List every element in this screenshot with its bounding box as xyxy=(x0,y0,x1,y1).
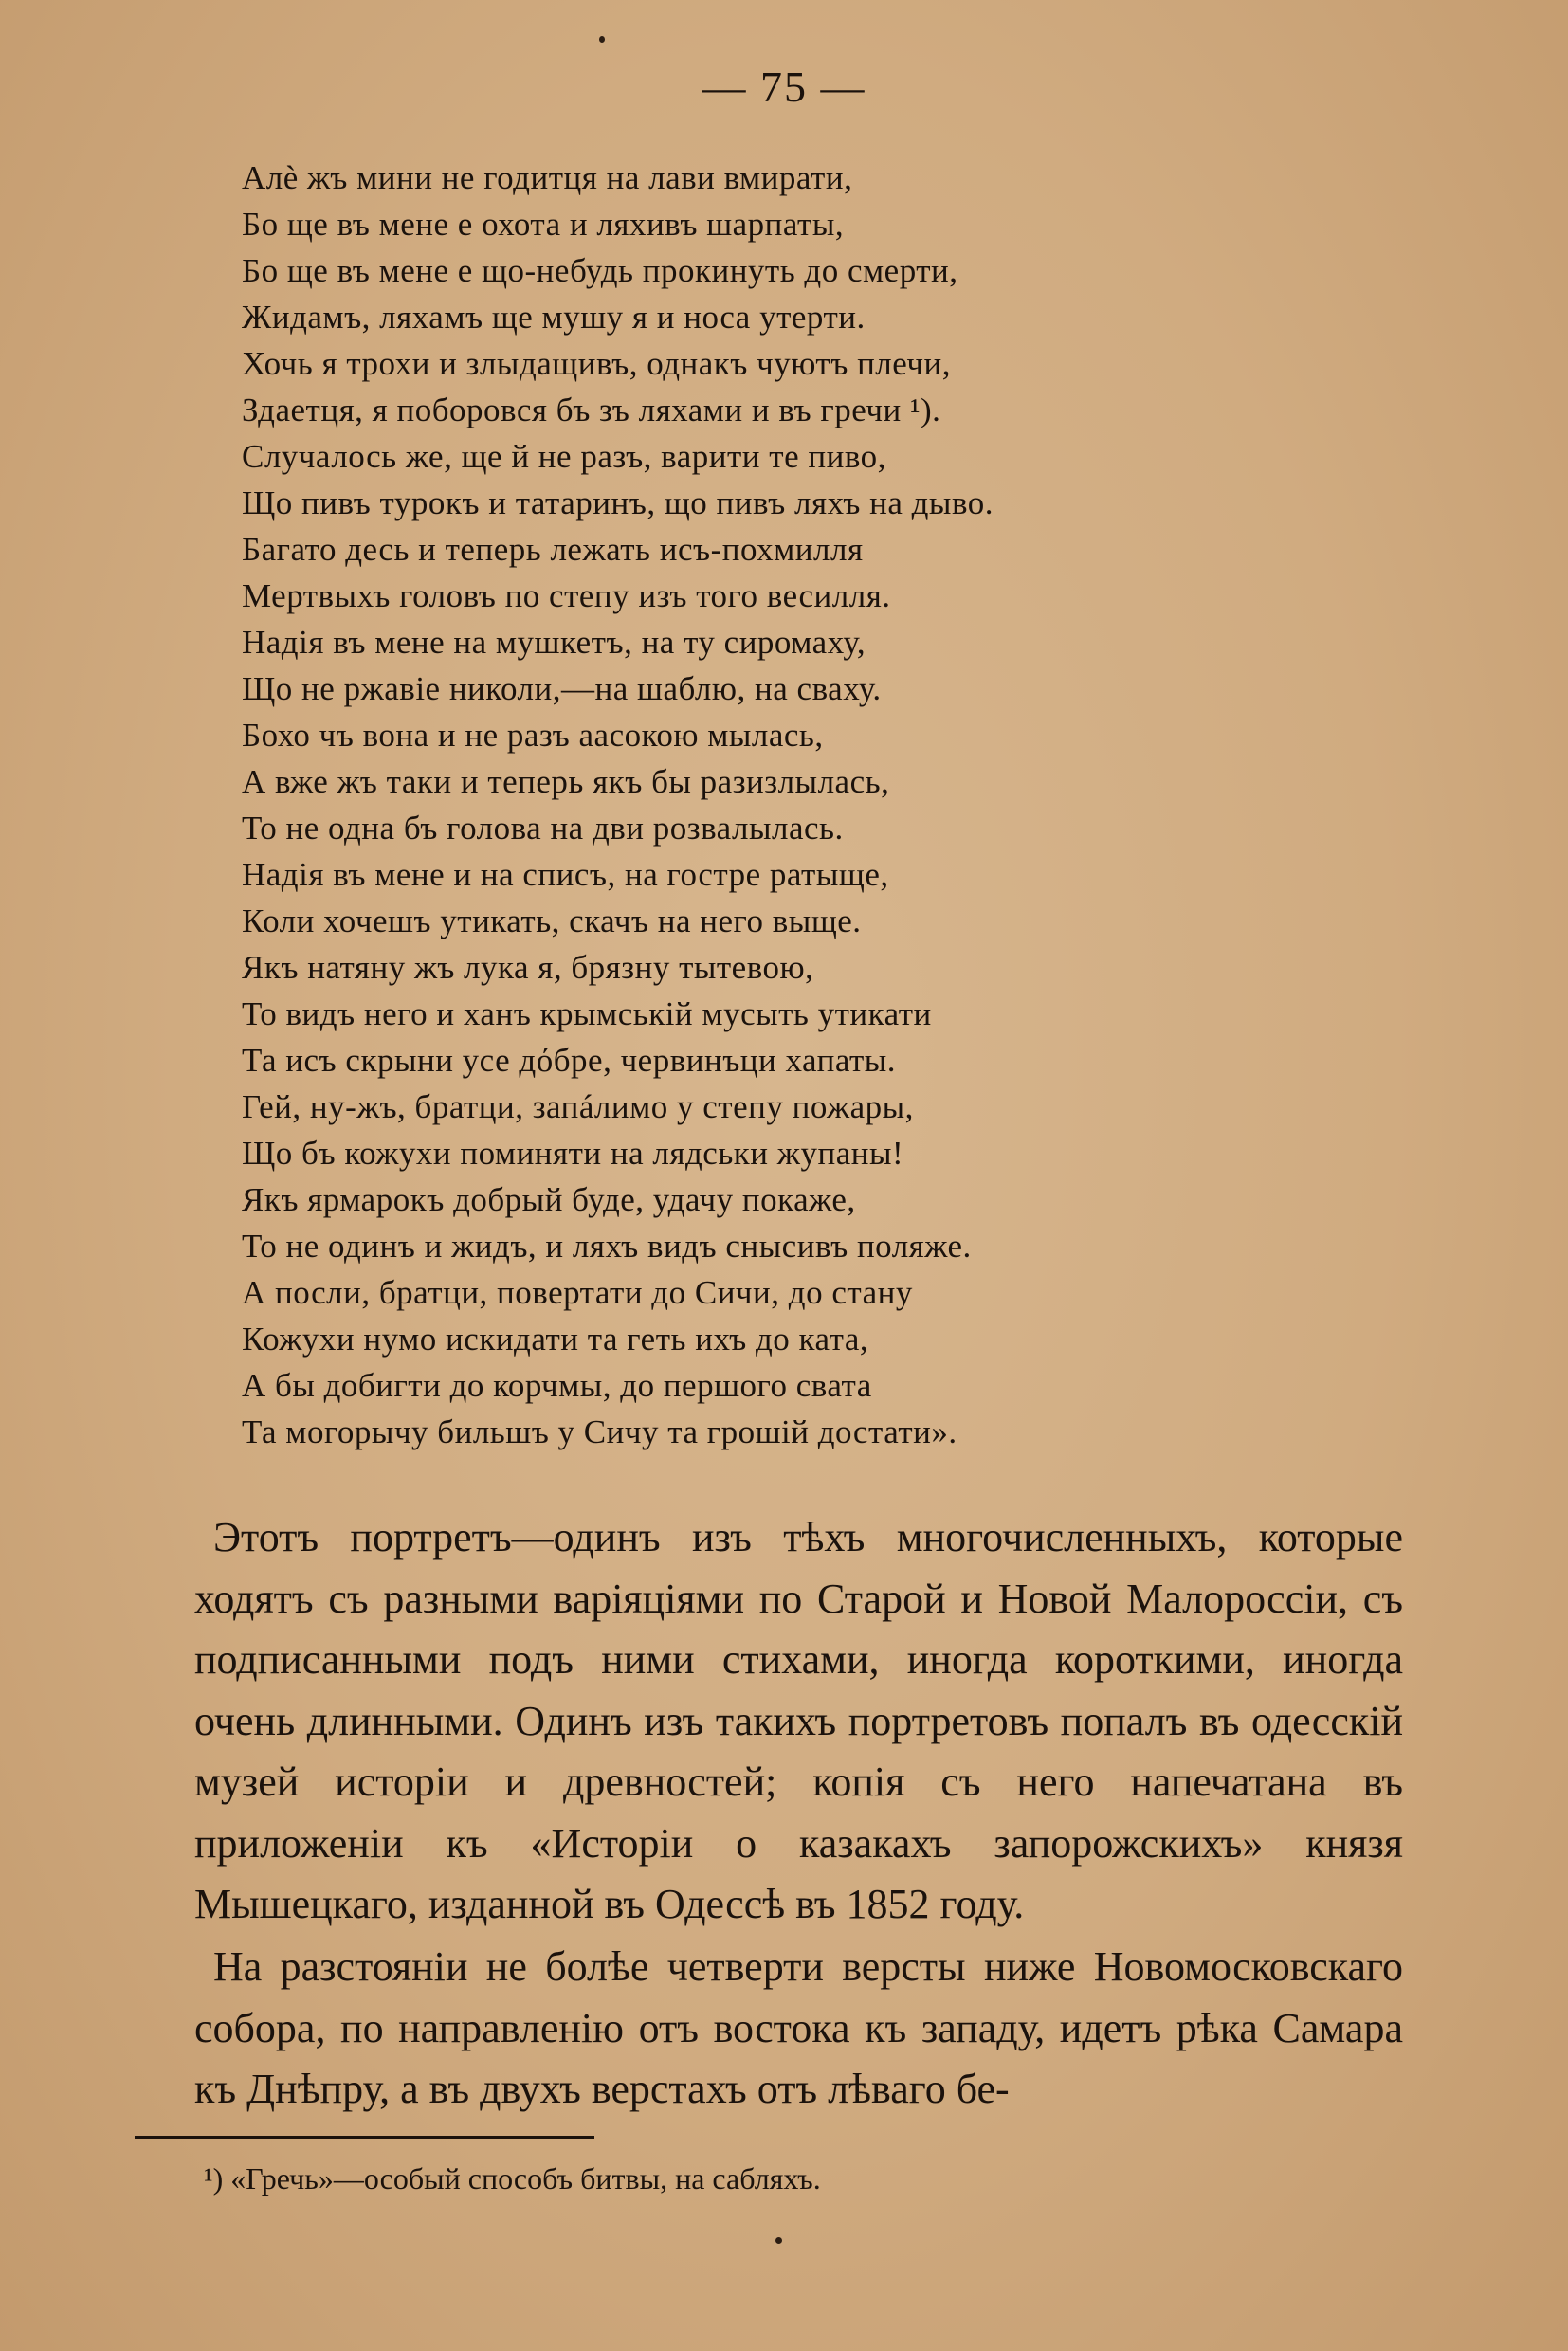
poem-line: Що не ржавіе николи,—на шаблю, на сваху. xyxy=(242,670,882,707)
poem-line: Багато десь и теперь лежать исъ-похмилля xyxy=(242,531,864,568)
poem-line: Бо ще въ мене е охота и ляхивъ шарпаты, xyxy=(242,206,845,243)
poem-line: Мертвыхъ головъ по степу изъ того весилля. xyxy=(242,577,891,614)
page-number: — 75 — xyxy=(702,63,866,111)
body-paragraph: На разстояніи не болѣе четверти версты ниже Новомосковскаго собора, по направленію отъ востока къ западу, идетъ рѣка Самара къ Днѣпру, а въ двухъ верстахъ отъ лѣваго бе- xyxy=(194,1943,1403,2112)
poem-line: Бохо чъ вона и не разъ аасокою мылась, xyxy=(242,717,824,754)
poem-line: Алè жъ мини не годитця на лави вмирати, xyxy=(242,159,853,196)
poem-line: Та исъ скрыни усе дόбре, червинъци хапаты. xyxy=(242,1042,897,1079)
poem-line: Случалось же, ще й не разъ, варити те пиво, xyxy=(242,438,886,475)
poem-line: Надія въ мене на мушкетъ, на ту сиромаху, xyxy=(242,624,866,661)
poem-line: Гей, ну-жъ, братци, запáлимо у степу пожары, xyxy=(242,1088,914,1125)
poem-line: То не одна бъ голова на дви розвалылась. xyxy=(242,810,844,847)
poem-line: А вже жъ таки и теперь якъ бы разизлылась, xyxy=(242,763,890,800)
poem-line: Кожухи нумо искидати та геть ихъ до ката, xyxy=(242,1321,869,1358)
poem-line: Жидамъ, ляхамъ ще мушу я и носа утерти. xyxy=(242,299,866,336)
footnote-divider xyxy=(135,2136,594,2139)
poem-line-with-footnote xyxy=(242,387,1332,433)
poem-line: Бо ще въ мене е що-небудь прокинуть до смерти, xyxy=(242,252,958,289)
footnote-text: «Гречь»—особый способъ битвы, на сабляхъ. xyxy=(230,2161,821,2196)
poem-line: А бы добигти до корчмы, до першого свата xyxy=(242,1367,872,1404)
footnote xyxy=(204,2158,821,2199)
poem-line: Хочь я трохи и злыдащивъ, однакъ чуютъ плечи, xyxy=(242,345,952,382)
poem-line: А посли, братци, повертати до Сичи, до стану xyxy=(242,1274,913,1311)
ink-speck xyxy=(775,2237,782,2244)
footnote-marker: ¹) xyxy=(204,2161,224,2196)
poem-line: Та могорычу бильшъ у Сичу та грошій достати». xyxy=(242,1413,957,1450)
body-paragraph: Этотъ портретъ—одинъ изъ тѣхъ многочисленныхъ, которые ходятъ съ разными варіяціями по Старой и Новой Малороссіи, съ подписанными подъ ними стихами, иногда короткими, иногда очень длинными. Одинъ изъ такихъ портретовъ попалъ въ одесскій музей исторіи и древностей; копія съ него напечатана въ приложеніи къ «Исторіи о казакахъ запорожскихъ» князя Мышецкаго, изданной въ Одессѣ въ 1852 году. xyxy=(194,1514,1403,1927)
footnote-reference: ¹). xyxy=(909,392,941,428)
poem-block xyxy=(242,155,1332,1455)
poem-line: Якъ натяну жъ лука я, брязну тытевою, xyxy=(242,949,814,986)
poem-line: Що пивъ турокъ и татаринъ, що пивъ ляхъ на дыво. xyxy=(242,484,994,521)
poem-line: Коли хочешъ утикать, скачъ на него выще. xyxy=(242,902,862,939)
poem-line: То не одинъ и жидъ, и ляхъ видъ снысивъ поляже. xyxy=(242,1228,972,1265)
poem-line: То видъ него и ханъ крымській мусыть утикати xyxy=(242,995,932,1032)
poem-line-text: Здаетця, я поборовся бъ зъ ляхами и въ гречи xyxy=(242,392,902,428)
poem-line: Якъ ярмарокъ добрый буде, удачу покаже, xyxy=(242,1181,856,1218)
poem-line: Що бъ кожухи поминяти на лядськи жупаны! xyxy=(242,1135,904,1172)
ink-speck xyxy=(599,36,605,43)
poem-line: Надія въ мене и на списъ, на гостре ратыще, xyxy=(242,856,889,893)
